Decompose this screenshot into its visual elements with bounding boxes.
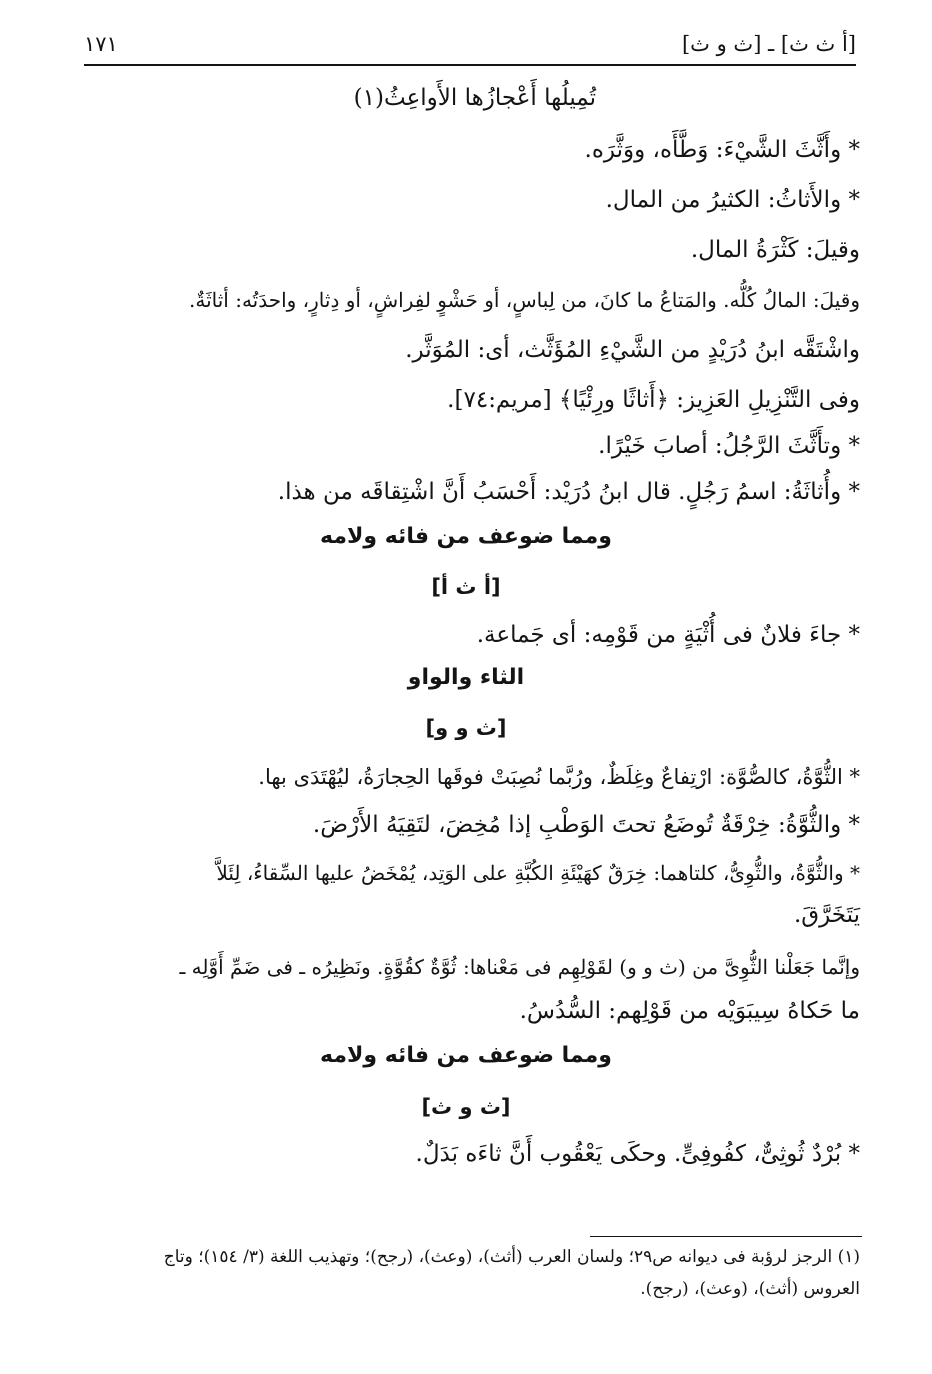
entry-line: * وتأَثَّثَ الرَّجُلُ: أصابَ خَيْرًا. [598, 433, 860, 459]
entry-line: وقيلَ: المالُ كُلُّه. والمَتاعُ ما كانَ، من لِباسٍ، أو حَشْوٍ لفِراشٍ، أو دِثارٍ، واحدَتُه: أثاثَةٌ. [188, 288, 860, 312]
entry-line: وإنَّما جَعَلْنا الثُّوِىَّ من (ث و و) لقَوْلِهِم فى مَعْناها: ثُوَّةٌ كقُوَّةٍ. ونَظِيرُه ـ فى ضَمِّ أَوَّلِه ـ [179, 955, 860, 979]
section-heading: ومما ضوعف من فائه ولامه [320, 1043, 612, 1068]
verse-line: تُمِيلُها أَعْجازُها الأَواعِثُ(١) [353, 85, 596, 111]
entry-line: * والأَثاثُ: الكثيرُ من المال. [605, 187, 860, 213]
running-header [84, 30, 856, 66]
entry-line: * والثُّوَّةُ: خِرْقَةٌ تُوضَعُ تحتَ الوَطْبِ إذا مُخِضَ، لتَقِيَهُ الأَرْضَ. [312, 812, 860, 838]
root-heading: [ث و ث] [421, 1095, 511, 1119]
entry-line: وفى التَّنْزِيلِ العَزِيز: ﴿أَثاثًا ورِئْيًا﴾ [مريم:٧٤]. [447, 387, 860, 413]
entry-line: * وأَثَّثَ الشَّيْءَ: وَطَّأَه، ووَثَّرَه. [584, 137, 860, 163]
entry-line: * وأُثاثَةُ: اسمُ رَجُلٍ. قال ابنُ دُرَيْد: أَحْسَبُ أَنَّ اشْتِقاقَه من هذا. [277, 479, 860, 505]
section-heading: الثاء والواو [407, 665, 525, 690]
page-number: ١٧١ [84, 32, 118, 56]
entry-line: * الثُّوَّةُ، كالصُّوَّة: ارْتِفاعٌ وغِلَظٌ، ورُبَّما نُصِبَتْ فوقَها الحِجارَةُ، ليُهْتَدَى بها. [258, 765, 860, 789]
header-root-range: [أ ث ث] ـ [ث و ث] [681, 32, 856, 56]
entry-line: * والثُّوَّةُ، والثُّوِىُّ، كلتاهما: خِرَقٌ كهَيْئَةِ الكُبَّةِ على الوَتِد، يُمْخَضُ عليها السِّقاءُ، لِئَلاَّ [216, 861, 860, 885]
entry-line: واشْتَقَّه ابنُ دُرَيْدٍ من الشَّيْءِ المُؤَثَّث، أى: المُوَثَّر. [405, 337, 860, 363]
entry-line: ما حَكاهُ سِيبَوَيْه من قَوْلِهم: السُّدُسُ. [519, 998, 860, 1024]
root-heading: [أ ث أ] [431, 575, 501, 599]
section-heading: ومما ضوعف من فائه ولامه [320, 524, 612, 549]
entry-line: يَتَخَرَّقَ. [793, 902, 860, 928]
entry-line: * بُرْدٌ ثُوثِىٌّ، كفُوفِىٍّ. وحكَى يَعْقُوب أَنَّ ثاءَه بَدَلٌ. [415, 1141, 860, 1167]
entry-line: * جاءَ فلانٌ فى أُثْيَةٍ من قَوْمِه: أى جَماعة. [476, 622, 860, 648]
footnote-line: (١) الرجز لرؤبة فى ديوانه ص٢٩؛ ولسان العرب (أثث)، (وعث)، (رجح)؛ وتهذيب اللغة (٣/ ١٥٤)؛ وتاج [163, 1247, 860, 1267]
root-heading: [ث و و] [425, 716, 507, 740]
footnote-rule [590, 1236, 862, 1237]
footnote-line: العروس (أثث)، (وعث)، (رجح). [640, 1279, 860, 1299]
entry-line: وقيلَ: كَثْرَةُ المال. [690, 237, 860, 263]
